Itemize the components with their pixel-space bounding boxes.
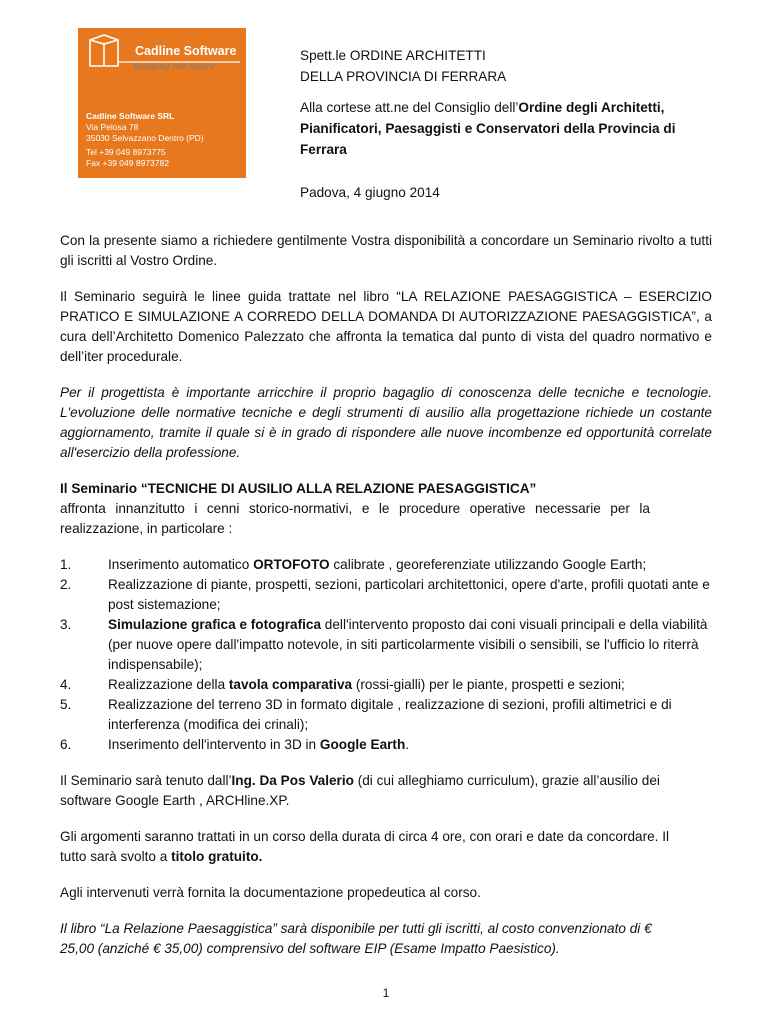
list-item: 2. Realizzazione di piante, prospetti, sezioni, particolari architettonici, opere d'arte, profili quotati ante e post sistemazione; (60, 577, 710, 612)
letter-date: Padova, 4 giugno 2014 (300, 185, 440, 200)
paragraph-intro: Con la presente siamo a richiedere gentilmente Vostra disponibilità a concordare un Seminario rivolto a tutti gli iscritti al Vostro Ordine. (60, 233, 712, 268)
free-of-charge: titolo gratuito. (171, 849, 263, 864)
list-item: 4. Realizzazione della tavola comparativa (rossi-gialli) per le piante, prospetti e sezioni; (60, 677, 625, 692)
company-name: Cadline Software SRL (86, 111, 175, 121)
company-logo-box (78, 28, 246, 178)
company-fax: Fax +39 049 8973782 (86, 158, 169, 168)
list-item: 6. Inserimento dell'intervento in 3D in Google Earth. (60, 737, 410, 752)
seminar-description: affronta innanzitutto i cenni storico-normativi, e le procedure operative necessarie per la realizzazione, in particolare : (60, 501, 650, 536)
speaker-name: Ing. Da Pos Valerio (231, 773, 354, 788)
attention-order: Ordine degli Architetti, Pianificatori, Paesaggisti e Conservatori della Provincia di Ferrara (300, 100, 676, 157)
paragraph-speaker: Il Seminario sarà tenuto dall’Ing. Da Pos Valerio (di cui alleghiamo curriculum), grazie all’ausilio dei software Google Earth , ARCHline.XP. (60, 773, 660, 808)
company-tel: Tel +39 049 8973775 (86, 147, 166, 157)
page-number: 1 (382, 986, 390, 1000)
list-item: 3. Simulazione grafica e fotografica dell'intervento proposto dai coni visuali principali e della viabilità (per nuove opere dall'impatto notevole, in siti particolarmente visibili o sensibili, se l'ufficio lo riterrà indispensabile); (60, 617, 708, 672)
logo-tagline: Building the future (134, 61, 216, 71)
paragraph-importance: Per il progettista è importante arricchire il proprio bagaglio di conoscenza delle tecniche e tecnologie. L'evoluzione delle normative tecniche e degli strumenti di ausilio alla progettazione richiede un costante aggiornamento, tramite il quale si è in grado di rispondere alle nuove incombenze ed opportunità correlate all'esercizio della professione. (60, 385, 712, 460)
seminar-title: Il Seminario “TECNICHE DI AUSILIO ALLA RELAZIONE PAESAGGISTICA” (60, 481, 537, 496)
paragraph-documentation: Agli intervenuti verrà fornita la documentazione propedeutica al corso. (60, 885, 481, 900)
paragraph-seminar (60, 479, 650, 539)
paragraph-book-offer: Il libro “La Relazione Paesaggistica” sarà disponibile per tutti gli iscritti, al costo convenzionato di € 25,00 (anziché € 35,00) comprensivo del software EIP (Esame Impatto Paesistico). (60, 921, 652, 956)
attention-prefix: Alla cortese att.ne del Consiglio dell’ (300, 100, 519, 115)
list-item: 5. Realizzazione del terreno 3D in formato digitale , realizzazione di sezioni, profili altimetrici e di interferenza (modifica dei crinali); (60, 697, 672, 732)
recipient-attention (300, 97, 710, 160)
topics-list (60, 555, 712, 755)
recipient-line-1: Spett.le ORDINE ARCHITETTI (300, 48, 486, 63)
paragraph-duration: Gli argomenti saranno trattati in un corso della durata di circa 4 ore, con orari e date da concordare. Il tutto sarà svolto a titolo gratuito. (60, 829, 670, 864)
paragraph-book: Il Seminario seguirà le linee guida trattate nel libro “LA RELAZIONE PAESAGGISTICA – ESERCIZIO PRATICO E SIMULAZIONE A CORREDO DELLA DOMANDA DI AUTORIZZAZIONE PAESAGGISTICA”, a cura dell’Architetto Domenico Palezzato che affronta la tematica dal punto di vista del quadro normativo e dell’iter procedurale. (60, 289, 712, 364)
recipient-line-2: DELLA PROVINCIA DI FERRARA (300, 69, 507, 84)
logo-brand: Cadline Software (135, 44, 237, 58)
company-address-2: 35030 Selvazzano Dentro (PD) (86, 133, 204, 143)
recipient-block (300, 45, 710, 203)
letter-body (60, 231, 712, 1023)
company-address-1: Via Pelosa 78 (86, 122, 139, 132)
list-item: 1. Inserimento automatico ORTOFOTO calibrate , georeferenziate utilizzando Google Earth; (60, 557, 647, 572)
